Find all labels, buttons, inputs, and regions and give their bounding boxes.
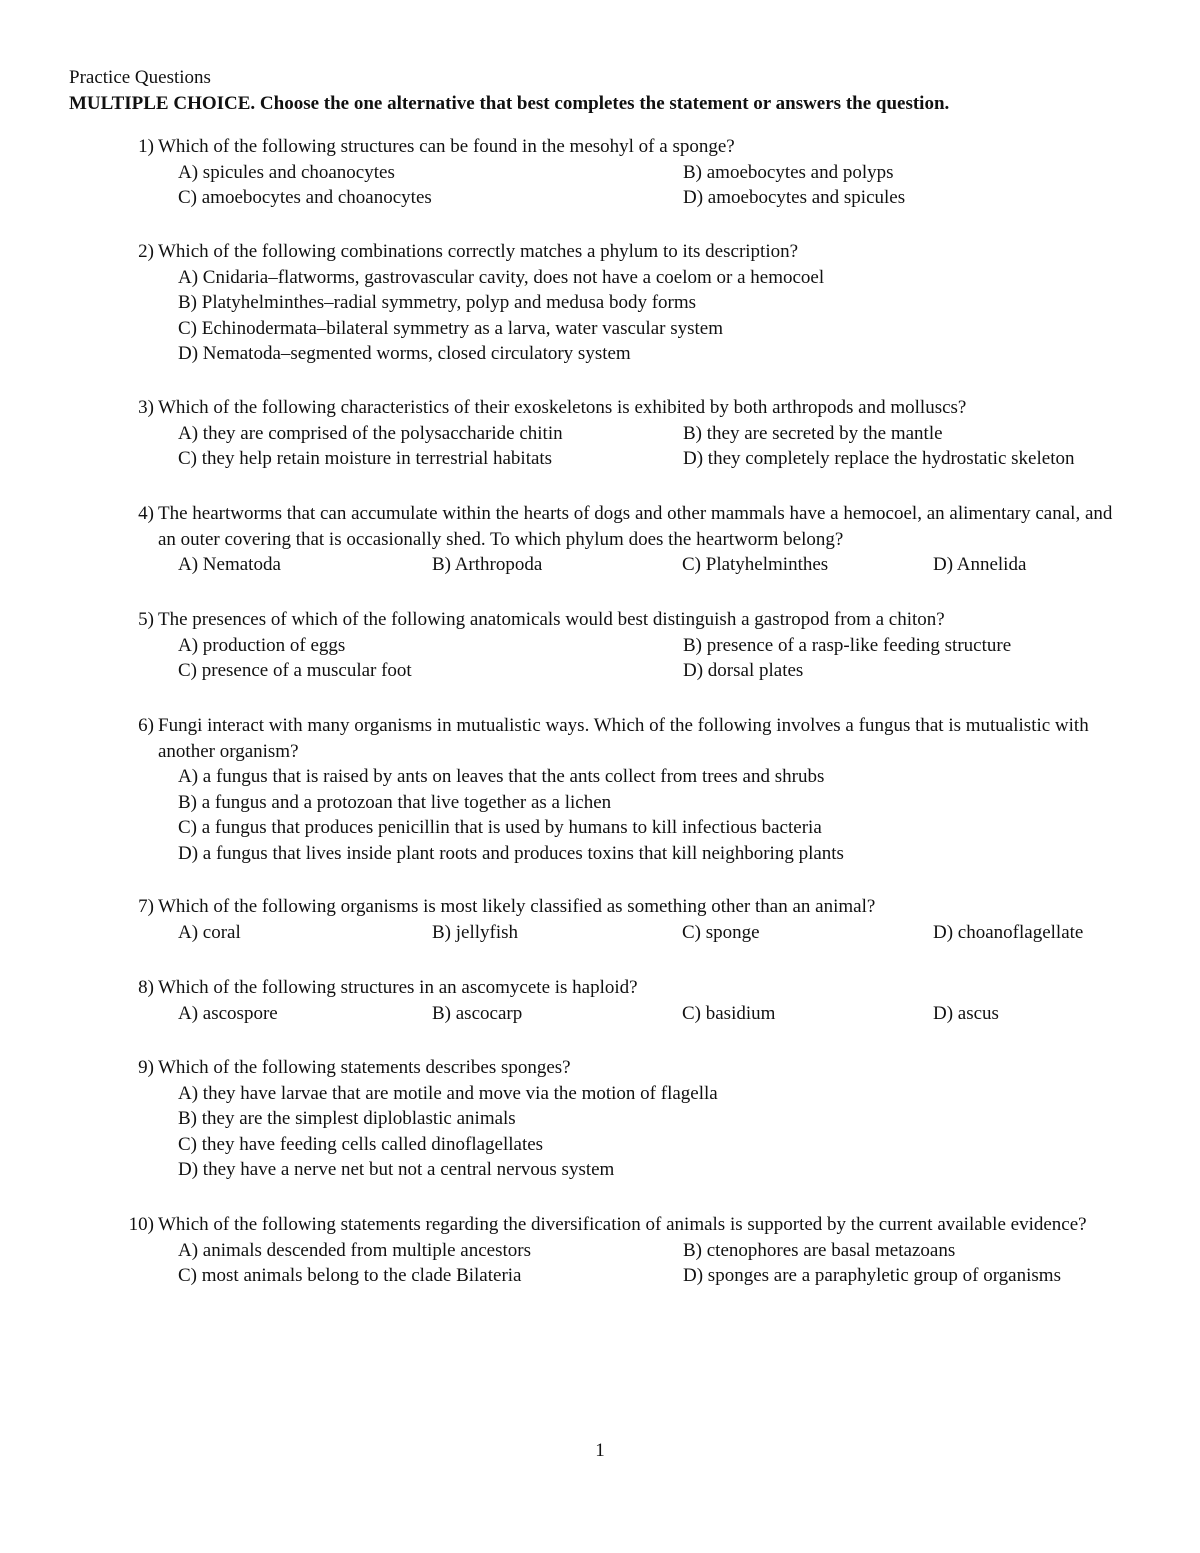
question-number: 5) [138, 609, 154, 630]
option-row [120, 920, 1120, 946]
option-d: D) amoebocytes and spicules [683, 187, 906, 208]
question-1 [120, 134, 1120, 211]
question-3 [120, 395, 1120, 472]
question-stem [120, 1055, 1120, 1081]
option-c: C) basidium [682, 1002, 776, 1024]
question-text: Which of the following structures in an ascomycete is haploid? [158, 977, 638, 998]
option-a: A) Cnidaria–flatworms, gastrovascular cavity, does not have a coelom or a hemocoel [178, 266, 825, 288]
question-number: 7) [138, 896, 154, 917]
question-8 [120, 975, 1120, 1026]
question-number: 3) [138, 397, 154, 418]
option-b: B) they are the simplest diploblastic animals [178, 1108, 516, 1129]
option-d: D) Nematoda–segmented worms, closed circulatory system [178, 343, 631, 364]
option-d: D) dorsal plates [683, 660, 804, 681]
question-10 [120, 1212, 1120, 1289]
option-a: A) ascospore [178, 1002, 278, 1024]
question-7 [120, 894, 1120, 945]
question-stem [120, 894, 1120, 920]
question-4 [120, 501, 1120, 578]
question-number: 4) [138, 503, 154, 524]
option-a: A) coral [178, 921, 241, 943]
question-stem [120, 239, 1120, 265]
option-row [120, 1238, 1120, 1264]
option-d: D) ascus [933, 1002, 999, 1024]
question-text: The heartworms that can accumulate within the hearts of dogs and other mammals have a hemocoel, an alimentary canal, and an outer covering that is occasionally shed. To which phylum does the heartworm belong? [158, 503, 1113, 550]
option-row [120, 160, 1120, 186]
option-c: C) presence of a muscular foot [178, 660, 412, 681]
question-text: The presences of which of the following anatomicals would best distinguish a gastropod from a chiton? [158, 609, 945, 630]
option-b: B) ctenophores are basal metazoans [683, 1239, 956, 1261]
option-c: C) amoebocytes and choanocytes [178, 187, 432, 208]
question-9 [120, 1055, 1120, 1183]
question-text: Which of the following organisms is most likely classified as something other than an animal? [158, 896, 876, 917]
question-stem [120, 1212, 1120, 1238]
question-text: Which of the following statements describes sponges? [158, 1057, 571, 1078]
page-title: Practice Questions [69, 67, 211, 88]
question-text: Which of the following statements regarding the diversification of animals is supported by the current available evidence? [158, 1214, 1087, 1235]
option-d: D) they have a nerve net but not a central nervous system [178, 1159, 615, 1180]
option-row [120, 421, 1120, 447]
option-a: A) a fungus that is raised by ants on leaves that the ants collect from trees and shrubs [178, 766, 825, 787]
question-text: Which of the following characteristics of their exoskeletons is exhibited by both arthropods and molluscs? [158, 397, 967, 418]
option-row [120, 552, 1120, 578]
question-5 [120, 607, 1120, 684]
option-b: B) presence of a rasp-like feeding structure [683, 634, 1012, 656]
option-c: C) most animals belong to the clade Bilateria [178, 1265, 522, 1286]
option-row [120, 1001, 1120, 1027]
option-c: C) they have feeding cells called dinoflagellates [178, 1133, 544, 1155]
option-c: C) a fungus that produces penicillin that is used by humans to kill infectious bacteria [178, 817, 822, 838]
option-a: A) Nematoda [178, 554, 281, 575]
option-c: C) Platyhelminthes [682, 554, 829, 575]
option-row [120, 633, 1120, 659]
option-b: B) they are secreted by the mantle [683, 422, 943, 444]
option-a: A) they have larvae that are motile and move via the motion of flagella [178, 1082, 718, 1104]
option-a: A) production of eggs [178, 634, 346, 656]
question-number: 10) [128, 1214, 154, 1235]
question-stem [120, 395, 1120, 421]
option-c: C) sponge [682, 921, 760, 943]
question-number: 1) [138, 136, 154, 157]
option-a: A) spicules and choanocytes [178, 161, 395, 183]
option-d: D) they completely replace the hydrostatic skeleton [683, 448, 1075, 469]
question-stem [120, 713, 1120, 764]
option-row [120, 658, 1120, 684]
option-d: D) Annelida [933, 554, 1027, 575]
option-a: A) they are comprised of the polysaccharide chitin [178, 422, 563, 444]
question-number: 2) [138, 241, 154, 262]
option-b: B) jellyfish [432, 921, 519, 943]
question-number: 8) [138, 977, 154, 998]
option-c: C) Echinodermata–bilateral symmetry as a larva, water vascular system [178, 317, 723, 339]
option-b: B) a fungus and a protozoan that live together as a lichen [178, 791, 612, 813]
instructions: MULTIPLE CHOICE. Choose the one alternative that best completes the statement or answers the question. [69, 93, 950, 114]
question-stem [120, 134, 1120, 160]
option-d: D) a fungus that lives inside plant roots and produces toxins that kill neighboring plants [178, 842, 844, 864]
page-number: 1 [595, 1440, 605, 1461]
question-stem [120, 607, 1120, 633]
option-a: A) animals descended from multiple ancestors [178, 1239, 531, 1261]
option-row [120, 446, 1120, 472]
question-6 [120, 713, 1120, 866]
option-d: D) choanoflagellate [933, 921, 1084, 943]
option-row [120, 185, 1120, 211]
question-text: Which of the following combinations correctly matches a phylum to its description? [158, 241, 799, 262]
question-text: Which of the following structures can be found in the mesohyl of a sponge? [158, 136, 735, 157]
option-b: B) amoebocytes and polyps [683, 161, 894, 183]
option-row [120, 1263, 1120, 1289]
question-number: 9) [138, 1057, 154, 1078]
option-b: B) Platyhelminthes–radial symmetry, polyp and medusa body forms [178, 292, 697, 313]
option-d: D) sponges are a paraphyletic group of organisms [683, 1265, 1061, 1286]
question-stem [120, 501, 1120, 552]
option-b: B) ascocarp [432, 1002, 523, 1024]
option-c: C) they help retain moisture in terrestrial habitats [178, 448, 553, 469]
question-stem [120, 975, 1120, 1001]
option-b: B) Arthropoda [432, 554, 543, 575]
question-number: 6) [138, 715, 154, 736]
question-2 [120, 239, 1120, 367]
question-text: Fungi interact with many organisms in mutualistic ways. Which of the following involves a fungus that is mutualistic with another organism? [158, 715, 1089, 762]
